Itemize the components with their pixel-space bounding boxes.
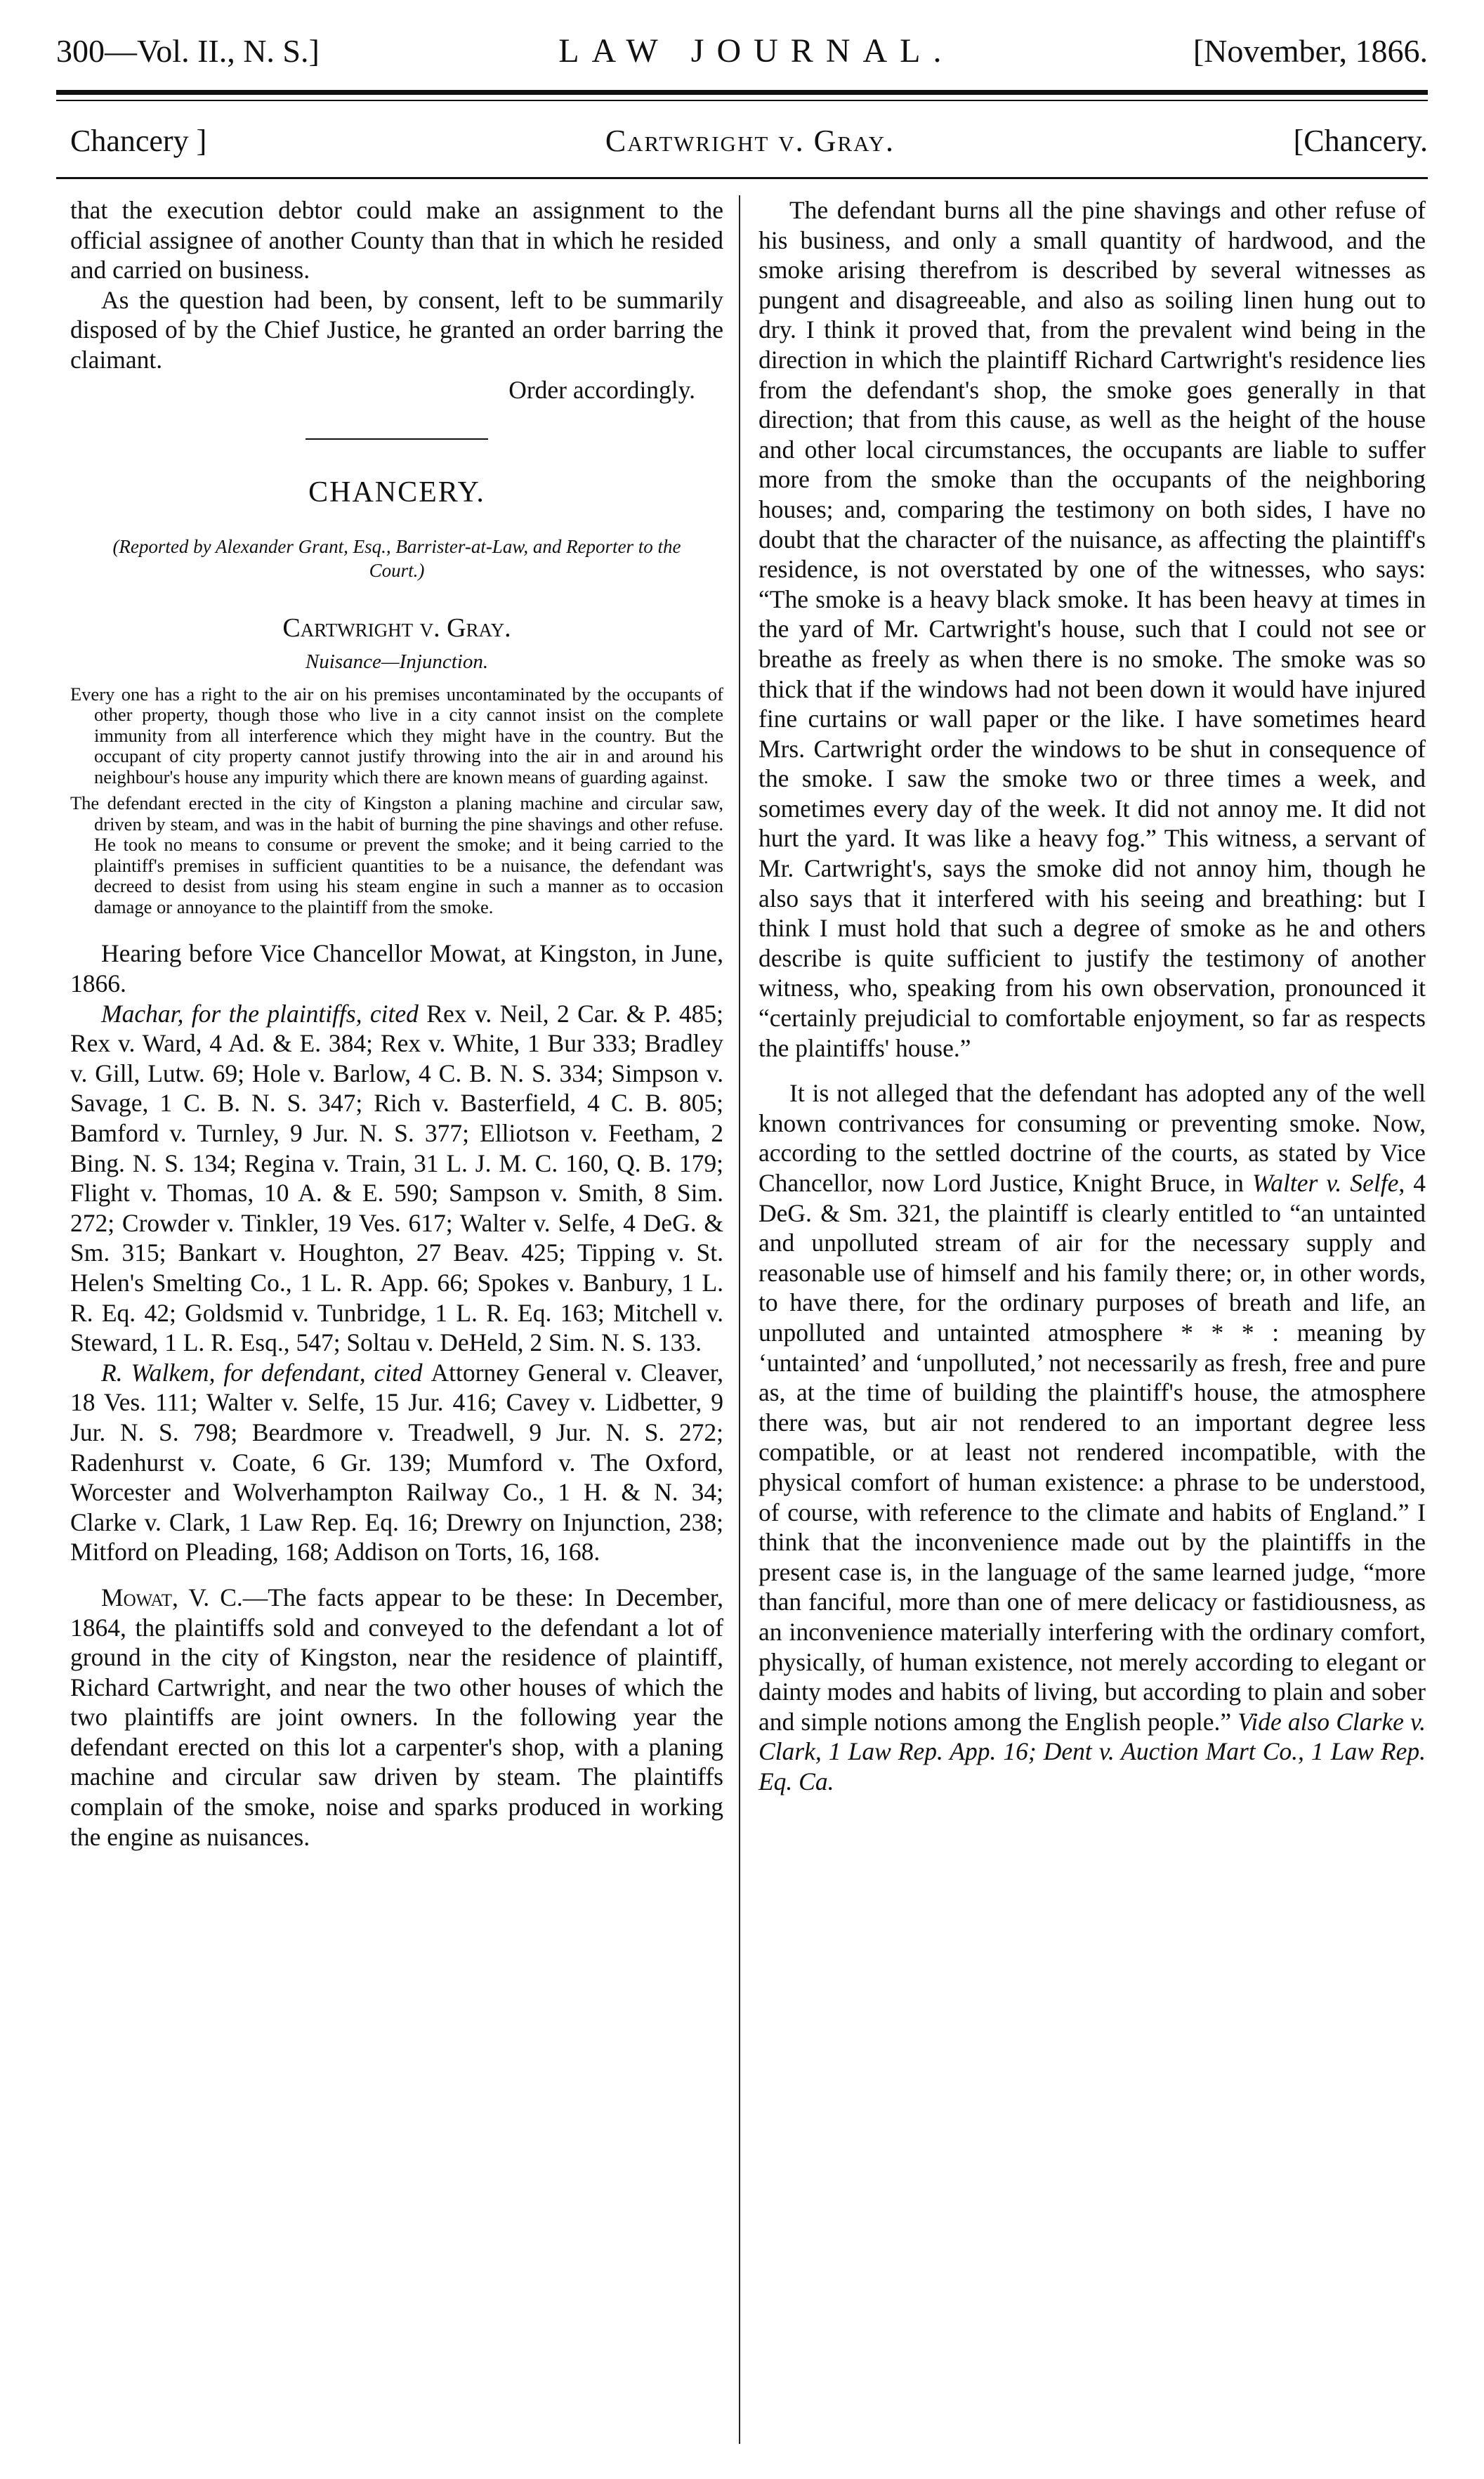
law-paragraph-end: Clarke v. Clark, 1 Law Rep. App. 16; Dent v. Auction Mart Co., 1 Law Rep. Eq. Ca. — [759, 1707, 1426, 1796]
issue-date: [November, 1866. — [1193, 32, 1428, 69]
order-line: Order accordingly. — [508, 375, 695, 404]
spacer — [70, 923, 723, 938]
headnote-facts: The defendant erected in the city of Kingston a planing machine and circular saw, driven by steam, and was in the habit of burning the pine shavings and other refuse. He took no means to consume or prevent the smoke; and it being carried to the plaintiff's premises in sufficient quantities to be a nuisance, the defendant was decreed to desist from using his steam engine in such a manner as to occasion damage or annoyance to the plaintiff from the smoke. — [70, 792, 723, 917]
journal-title: LAW JOURNAL. — [558, 32, 954, 70]
plaintiff-counsel: Machar, for the plaintiffs, cited — [101, 999, 427, 1028]
law-paragraph-body: , 4 DeG. & Sm. 321, the plaintiff is clearly entitled to “an untainted and unpolluted stream of air for the necessary supply and reasonable use of himself and his family there; or, in other words, to have there, for the ordinary purposes of breath and life, an unpolluted and untainted atmosphere * * * : meaning by ‘untainted’ and ‘unpolluted,’ not necessarily as fresh, free and pure as, at the time of building the plaintiff's house, the atmosphere there was, but air not rendered to an important degree less compatible, or at least not rendered incompatible, with the physical comfort of human existence: a phrase to be understood, of course, with reference to the climate and habits of England.” I think that the inconvenience made out by the plaintiffs in the present case is, in the language of the same learned judge, “more than fanciful, more than one of mere delicacy or fastidiousness, as an inconvenience materially interfering with the ordinary comfort, physically, of human existence, not merely according to elegant or dainty modes and habits of living, but according to plain and sober and simple notions among the English people.” — [759, 1169, 1426, 1736]
vide-label: Vide also — [1237, 1707, 1337, 1736]
defendant-counsel-paragraph — [70, 1358, 723, 1567]
reporter-credit: (Reported by Alexander Grant, Esq., Barrister-at-Law, and Reporter to the Court.) — [112, 535, 681, 581]
judgment-law-paragraph — [759, 1078, 1426, 1796]
section-divider — [306, 438, 488, 440]
header-rule-thin — [56, 100, 1428, 101]
column-divider — [739, 195, 740, 2444]
order-paragraph: As the question had been, by consent, left to be summarily disposed of by the Chief Justice, he granted an order barring the claimant. — [70, 285, 723, 374]
section-title: CHANCERY. — [308, 476, 485, 509]
hearing-line: Hearing before Vice Chancellor Mowat, at Kingston, in June, 1866. — [70, 939, 723, 998]
judgment-paragraph — [70, 1583, 723, 1852]
defendant-counsel: R. Walkem, for defendant, cited — [101, 1358, 431, 1387]
judgment-continuation: The defendant burns all the pine shavings and other refuse of his business, and only a small quantity of hardwood, and the smoke arising therefrom is described by several witnesses as pungent and disagreeable, and also as soiling linen hung out to dry. I think it proved that, from the prevalent wind being in the direction in which the plaintiff Richard Cartwright's residence lies from the defendant's shop, the smoke goes generally in that direction; that from this cause, as well as the height of the house and other local circumstances, the occupants are liable to suffer more from the smoke than the occupants of the neighboring houses; and, comparing the testimony on both sides, I have no doubt that the character of the nuisance, as affecting the plaintiff's residence, is not overstated by one of the witnesses, who says: “The smoke is a heavy black smoke. It has been heavy at times in the yard of Mr. Cartwright's house, such that I could not see or breathe as freely as when there is no smoke. The smoke was so thick that if the windows had not been down it would have injured fine curtains or wall paper or the like. I have sometimes heard Mrs. Cartwright order the windows to be shut in consequence of the smoke. I saw the smoke two or three times a week, and sometimes every day of the week. It did not annoy me. It did not hurt the yard. It was like a heavy fog.” This witness, a servant of Mr. Cartwright's, says the smoke did not annoy him, though he also says that it interfered with his seeing and breathing: but I think I must hold that such a degree of smoke as he and others describe is quite sufficient to justify the testimony of another witness, who, speaking from his own observation, pronounced it “certainly prejudicial to comfortable enjoyment, so far as respects the plaintiffs' house.” — [759, 196, 1426, 1062]
spacer — [70, 1567, 723, 1583]
case-title: Cartwright v. Gray. — [282, 613, 511, 643]
case-running-title: Cartwright v. Gray. — [605, 123, 895, 158]
plaintiff-citations: Rex v. Neil, 2 Car. & P. 485; Rex v. Ward, 4 Ad. & E. 384; Rex v. White, 1 Bur 333; Bradley v. Gill, Lutw. 69; Hole v. Barlow, 4 C. B. N. S. 334; Simpson v. Savage, 1 C. B. N. S. 347; Rich v. Basterfield, 4 C. B. 805; Bamford v. Turnley, 9 Jur. N. S. 377; Elliotson v. Feetham, 2 Bing. N. S. 134; Regina v. Train, 31 L. J. M. C. 160, Q. B. 179; Flight v. Thomas, 10 A. & E. 590; Sampson v. Smith, 8 Sim. 272; Crowder v. Tinkler, 19 Ves. 617; Walter v. Selfe, 4 DeG. & Sm. 315; Bankart v. Houghton, 27 Beav. 425; Tipping v. St. Helen's Smelting Co., 1 L. R. App. 66; Spokes v. Banbury, 1 L. R. Eq. 42; Goldsmid v. Tunbridge, 1 L. R. Eq. 163; Mitchell v. Steward, 1 L. R. Esq., 547; Soltau v. DeHeld, 2 Sim. N. S. 133. — [70, 999, 723, 1357]
case-subject: Nuisance—Injunction. — [305, 650, 489, 674]
court-label-right: [Chancery. — [1293, 123, 1428, 158]
defendant-citations: Attorney General v. Cleaver, 18 Ves. 111; Walter v. Selfe, 15 Jur. 416; Cavey v. Lidbetter, 9 Jur. N. S. 798; Beardmore v. Treadwell, 9 Jur. N. S. 272; Radenhurst v. Coate, 6 Gr. 139; Mumford v. The Oxford, Worcester and Wolverhampton Railway Co., 1 H. & N. 34; Clarke v. Clark, 1 Law Rep. Eq. 16; Drewry on Injunction, 238; Mitford on Pleading, 168; Addison on Torts, 16, 168. — [70, 1358, 723, 1566]
headnote-principle: Every one has a right to the air on his premises uncontaminated by the occupants of other property, though those who live in a city cannot insist on the complete immunity from all interference which they might have in the country. But the occupant of city property cannot justify throwing into the air in and around his neighbour's house any impurity which there are known means of guarding against. — [70, 683, 723, 787]
sub-head-rule — [56, 177, 1428, 179]
continued-paragraph: that the execution debtor could make an assignment to the official assignee of another County than that in which he resided and carried on business. — [70, 196, 723, 284]
plaintiff-counsel-paragraph — [70, 999, 723, 1358]
judgment-text: —The facts appear to be these: In December, 1864, the plaintiffs sold and conveyed to the defendant a lot of ground in the city of Kingston, near the residence of plaintiff, Richard Cartwright, and near the two other houses of which the two plaintiffs are joint owners. In the following year the defendant erected on this lot a carpenter's shop, with a planing machine and circular saw driven by steam. The plaintiffs complain of the smoke, noise and sparks produced in working the engine as nuisances. — [70, 1583, 723, 1851]
court-label-left: Chancery ] — [70, 123, 207, 158]
page-volume-label: 300—Vol. II., N. S.] — [56, 32, 320, 69]
running-head — [56, 15, 1428, 86]
header-rule-thick — [56, 90, 1428, 95]
law-paragraph-start: It is not alleged that the defendant has adopted any of the well known contrivances for consuming or preventing smoke. Now, according to the settled doctrine of the courts, as stated by Vice Chancellor, now Lord Justice, Knight Bruce, in — [759, 1079, 1426, 1197]
sub-head — [70, 112, 1428, 169]
left-column — [70, 195, 723, 1852]
cited-case: Walter v. Selfe — [1252, 1169, 1399, 1197]
judge-name: Mowat, V. C. — [101, 1583, 243, 1611]
right-column — [759, 195, 1426, 1796]
spacer — [759, 1063, 1426, 1078]
